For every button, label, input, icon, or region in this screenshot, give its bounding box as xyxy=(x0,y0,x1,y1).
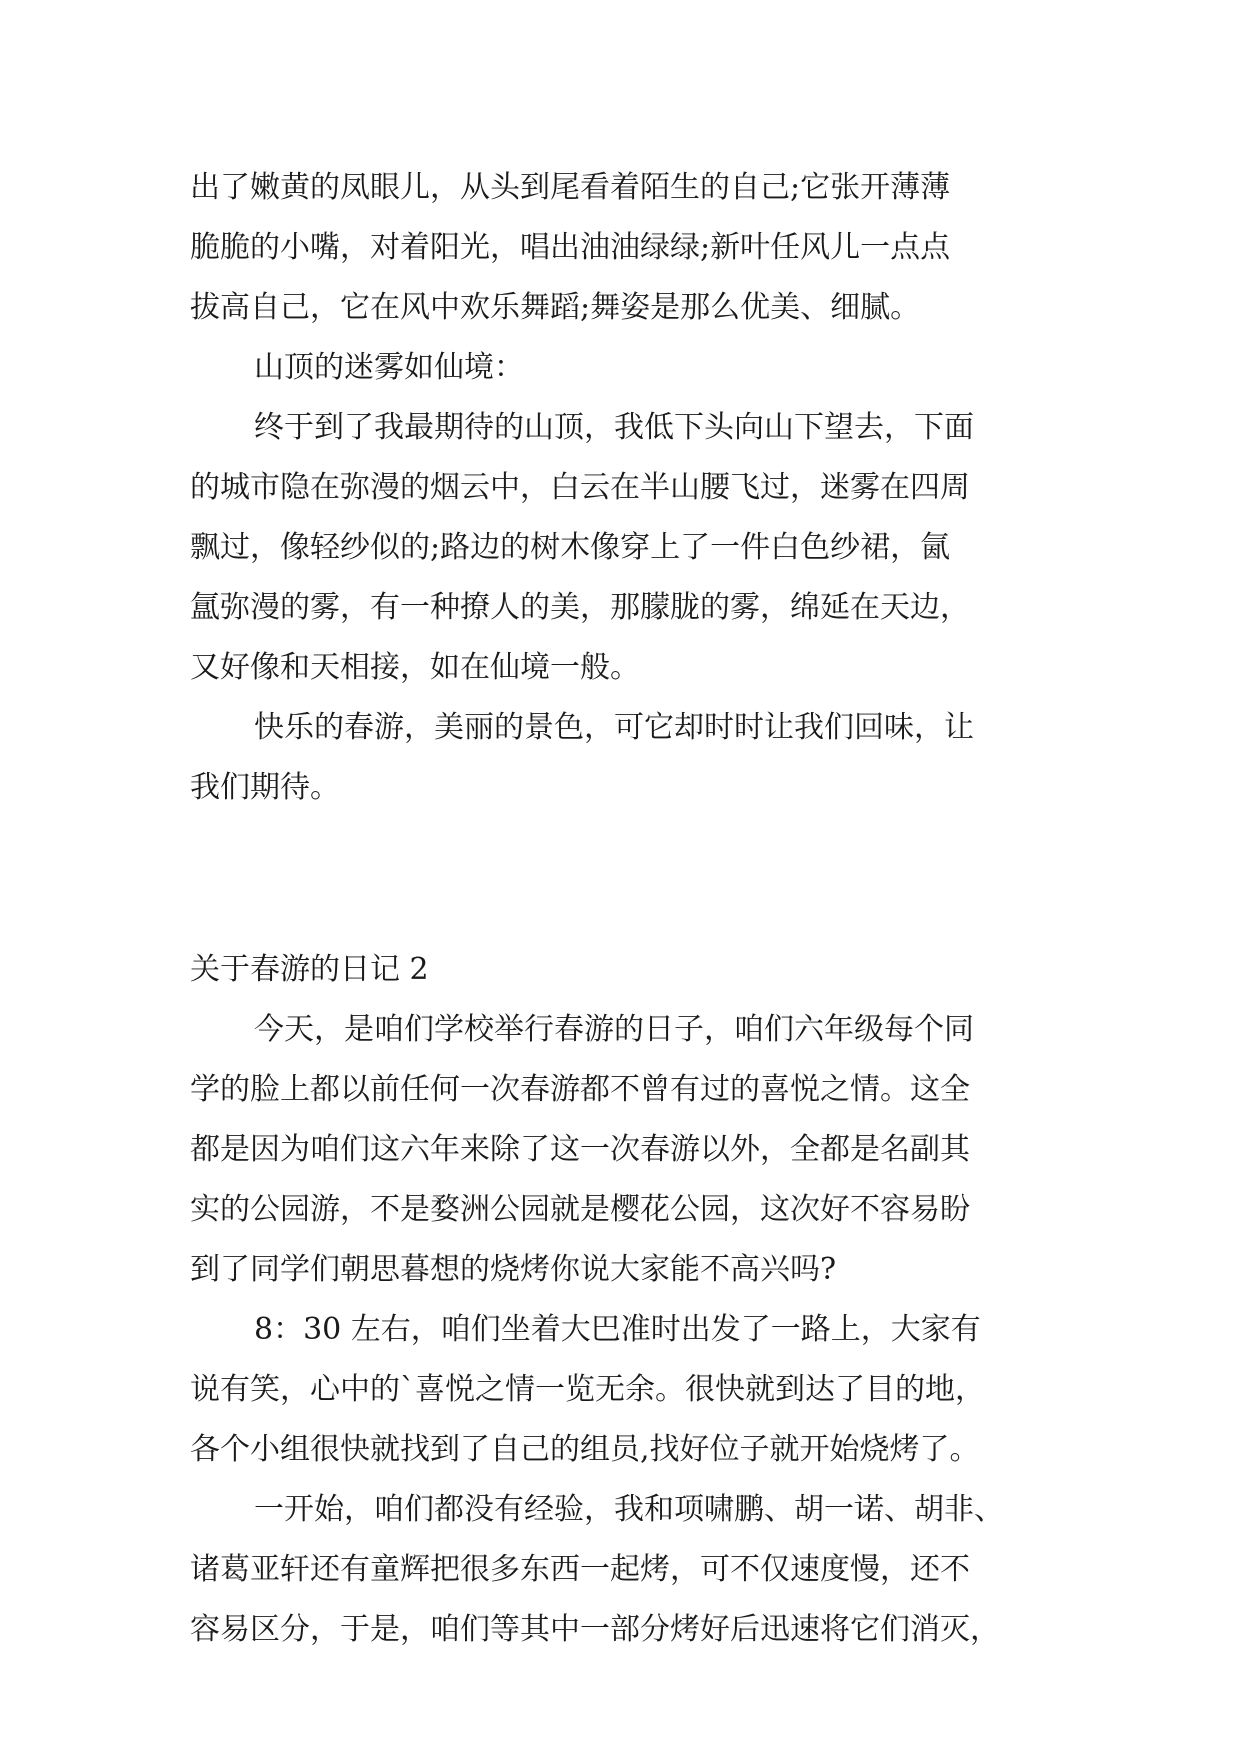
paragraph-barbecue xyxy=(190,1480,1060,1660)
text-line: 一开始，咱们都没有经验，我和项啸鹏、胡一诺、胡非、 xyxy=(254,1492,1004,1527)
paragraph-mountaintop xyxy=(190,398,1060,698)
document-body xyxy=(190,158,1060,1660)
section-spacer xyxy=(190,818,1060,940)
text-line: 出了嫩黄的凤眼儿，从头到尾看着陌生的自己;它张开薄薄 xyxy=(190,170,951,205)
section-title: 关于春游的日记 2 xyxy=(190,952,429,987)
text-line: 快乐的春游，美丽的景色，可它却时时让我们回味，让 xyxy=(254,710,974,745)
text-line: 到了同学们朝思暮想的烧烤你说大家能不高兴吗? xyxy=(190,1252,837,1287)
text-line: 我们期待。 xyxy=(190,770,340,805)
text-line: 8：30 左右，咱们坐着大巴准时出发了一路上，大家有 xyxy=(254,1312,981,1347)
subheading-mountaintop: 山顶的迷雾如仙境： xyxy=(254,350,524,385)
text-line: 说有笑，心中的`喜悦之情一览无余。很快就到达了目的地， xyxy=(190,1372,985,1407)
paragraph-departure xyxy=(190,1300,1060,1480)
text-line: 飘过，像轻纱似的;路边的树木像穿上了一件白色纱裙，氤 xyxy=(190,530,951,565)
paragraph-phoenix-eyes xyxy=(190,158,1060,338)
text-line: 实的公园游，不是婺洲公园就是樱花公园，这次好不容易盼 xyxy=(190,1192,970,1227)
text-line: 诸葛亚轩还有童辉把很多东西一起烤，可不仅速度慢，还不 xyxy=(190,1552,970,1587)
text-line: 各个小组很快就找到了自己的组员,找好位子就开始烧烤了。 xyxy=(190,1432,980,1467)
text-line: 又好像和天相接，如在仙境一般。 xyxy=(190,650,640,685)
text-line: 氲弥漫的雾，有一种撩人的美，那朦胧的雾，绵延在天边， xyxy=(190,590,970,625)
text-line: 都是因为咱们这六年来除了这一次春游以外，全都是名副其 xyxy=(190,1132,970,1167)
text-line: 拔高自己，它在风中欢乐舞蹈;舞姿是那么优美、细腻。 xyxy=(190,290,921,325)
paragraph-conclusion xyxy=(190,698,1060,818)
text-line: 学的脸上都以前任何一次春游都不曾有过的喜悦之情。这全 xyxy=(190,1072,970,1107)
text-line: 今天，是咱们学校举行春游的日子，咱们六年级每个同 xyxy=(254,1012,974,1047)
paragraph-spring-outing-day xyxy=(190,1000,1060,1300)
text-line: 容易区分，于是，咱们等其中一部分烤好后迅速将它们消灭， xyxy=(190,1612,1000,1647)
text-line: 脆脆的小嘴，对着阳光，唱出油油绿绿;新叶任风儿一点点 xyxy=(190,230,951,265)
text-line: 的城市隐在弥漫的烟云中，白云在半山腰飞过，迷雾在四周 xyxy=(190,470,970,505)
text-line: 终于到了我最期待的山顶，我低下头向山下望去，下面 xyxy=(254,410,974,445)
